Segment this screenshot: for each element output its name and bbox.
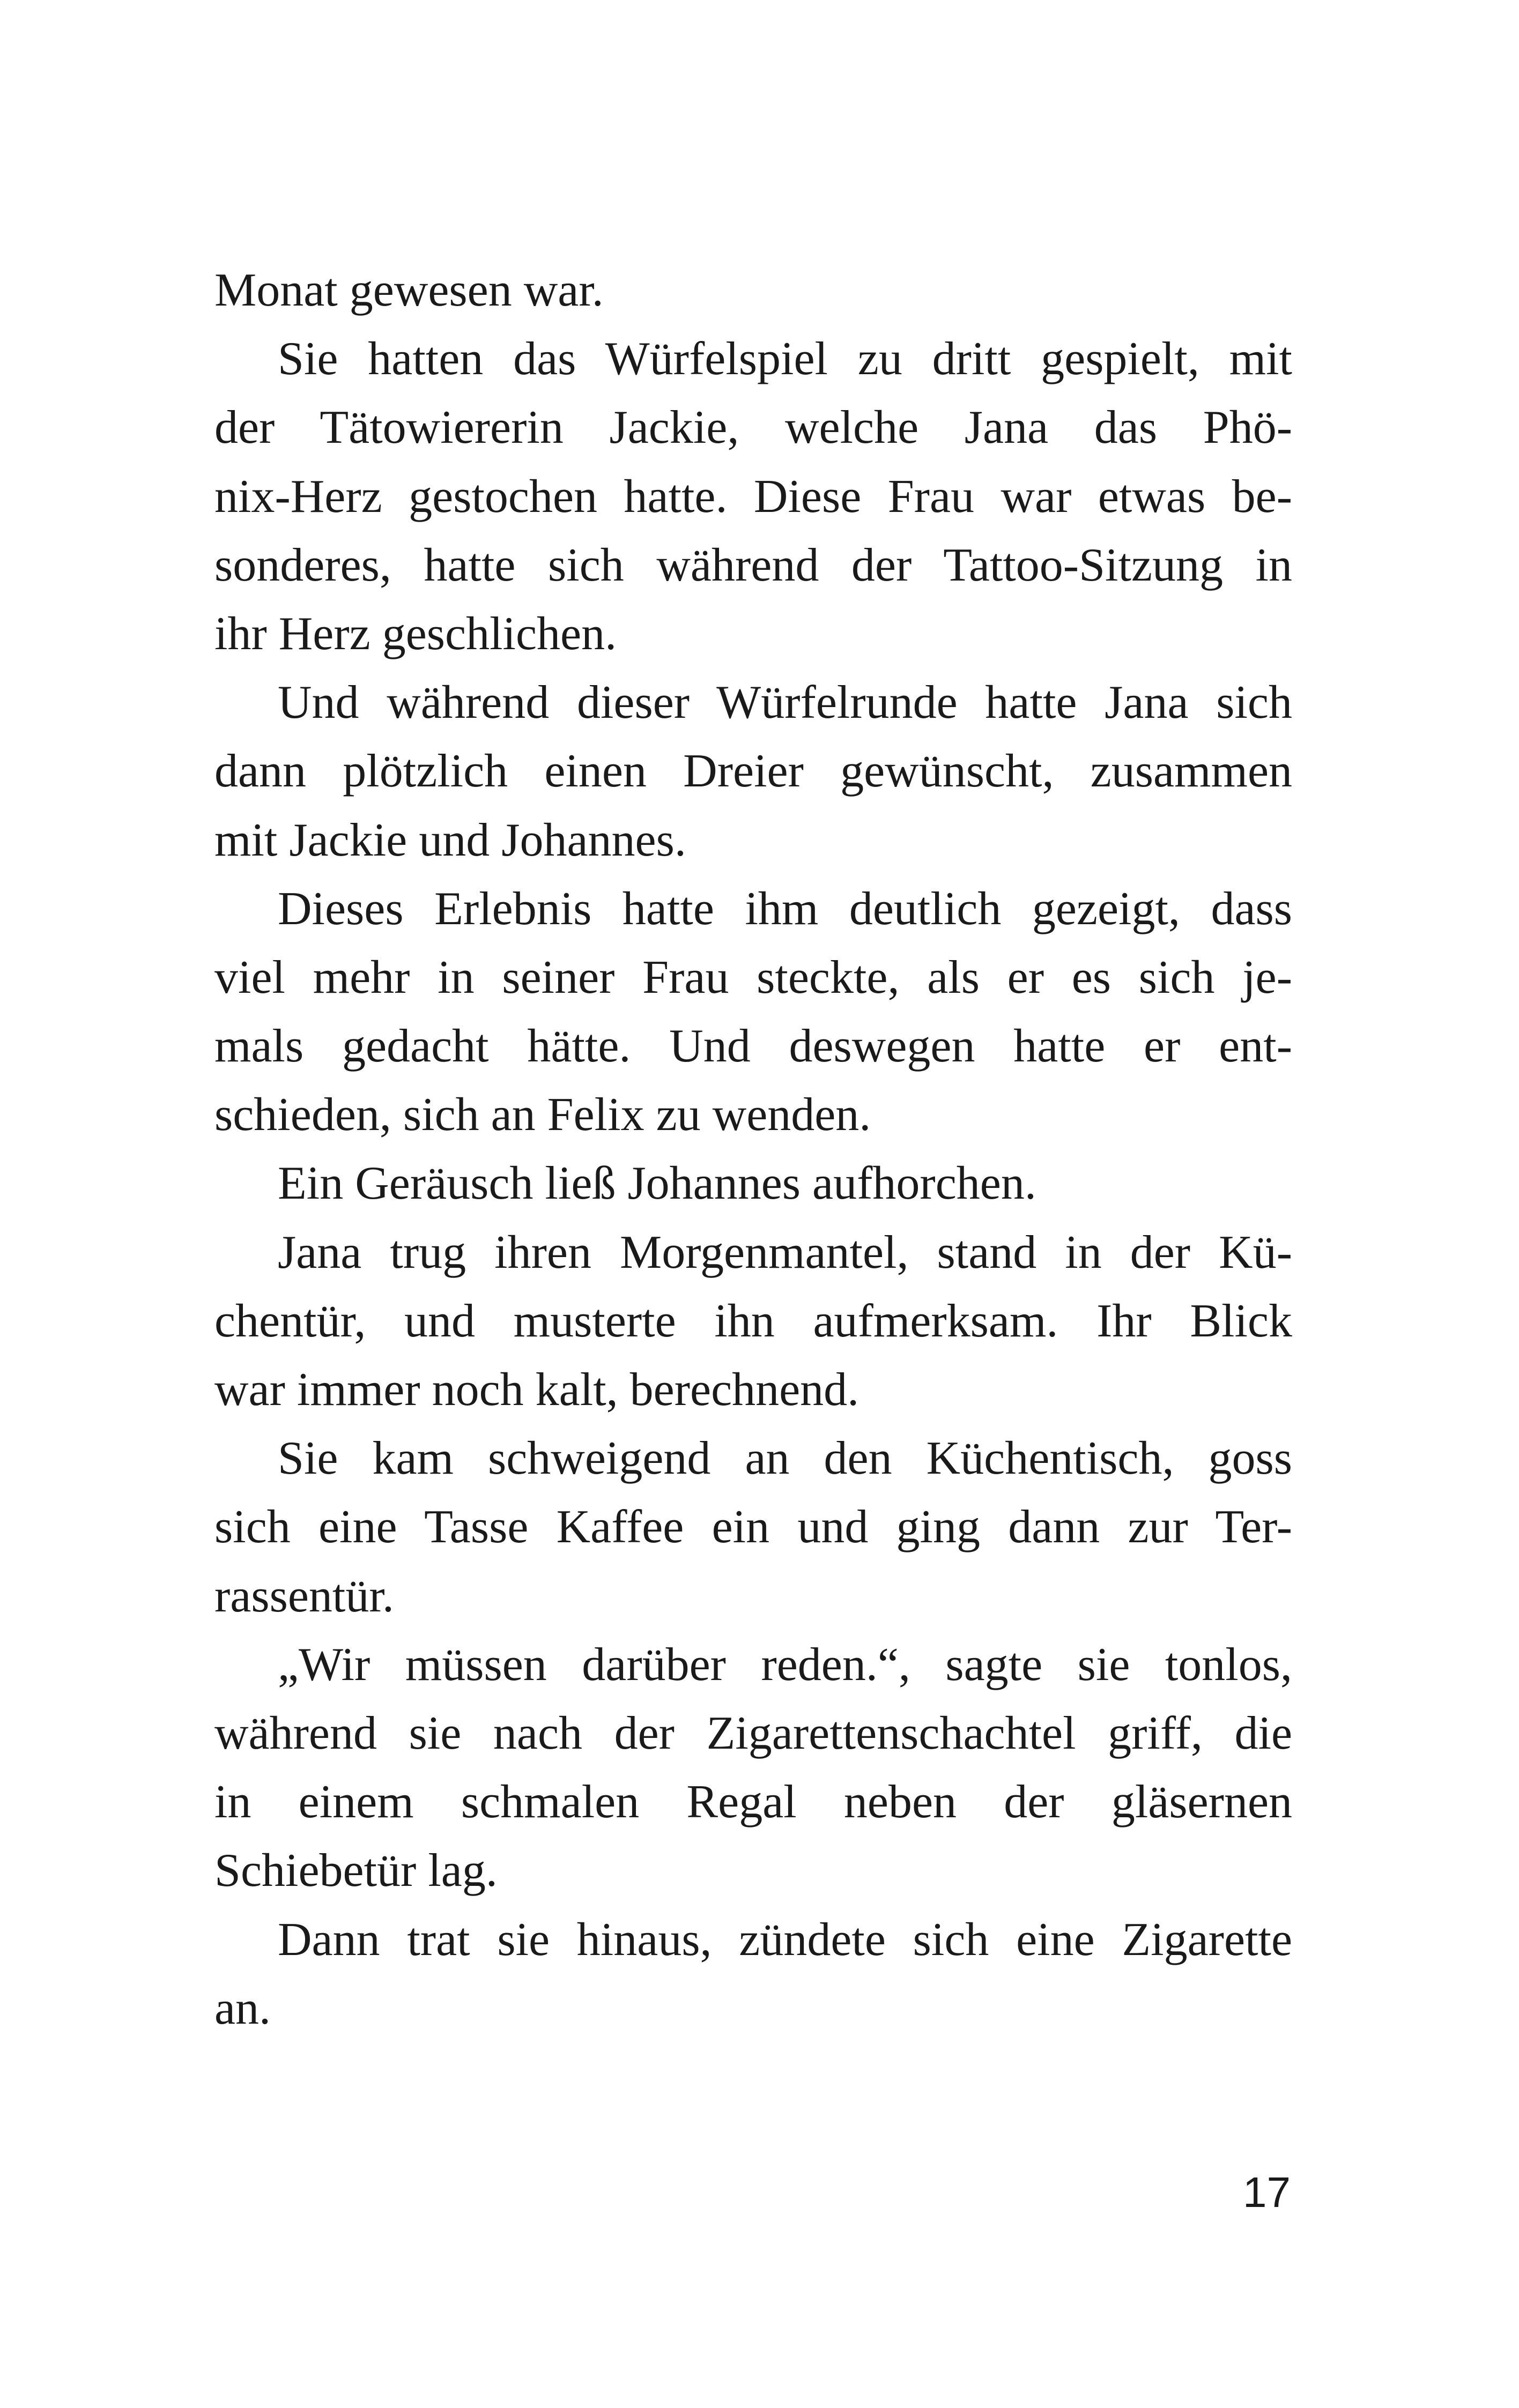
text-line: Sie hatten das Würfelspiel zu dritt gespielt, mit <box>278 333 1292 385</box>
text-line: Sie kam schweigend an den Küchentisch, goss <box>278 1432 1292 1485</box>
text-line: Monat gewesen war. <box>214 264 604 316</box>
text-line: ihr Herz geschlichen. <box>214 607 617 660</box>
text-line: dann plötzlich einen Dreier gewünscht, zusammen <box>214 745 1292 798</box>
text-line: war immer noch kalt, berechnend. <box>214 1364 859 1416</box>
paragraph <box>214 875 1292 1150</box>
text-line: mit Jackie und Johannes. <box>214 814 686 866</box>
text-line: mals gedacht hätte. Und deswegen hatte er ent- <box>214 1020 1292 1073</box>
text-line: chentür, und musterte ihn aufmerksam. Ihr Blick <box>214 1295 1292 1347</box>
text-line: Jana trug ihren Morgenmantel, stand in der Kü- <box>278 1226 1292 1279</box>
text-line: der Tätowiererin Jackie, welche Jana das Phö- <box>214 402 1292 454</box>
text-line: rassentür. <box>214 1570 394 1622</box>
paragraph <box>214 1424 1292 1631</box>
paragraph <box>214 1631 1292 1906</box>
body-text <box>214 256 1292 2043</box>
text-line: „Wir müssen darüber reden.“, sagte sie tonlos, <box>278 1638 1292 1691</box>
text-line: an. <box>214 1982 271 2034</box>
paragraph <box>214 1906 1292 2043</box>
paragraph <box>214 325 1292 668</box>
paragraph <box>214 1149 1292 1218</box>
text-line: schieden, sich an Felix zu wenden. <box>214 1089 871 1141</box>
text-line: Ein Geräusch ließ Johannes aufhorchen. <box>278 1157 1036 1210</box>
paragraph <box>214 668 1292 875</box>
page-number: 17 <box>1243 2168 1291 2216</box>
text-line: Dieses Erlebnis hatte ihm deutlich gezeigt, dass <box>278 882 1292 935</box>
text-line: während sie nach der Zigarettenschachtel griff, die <box>214 1707 1292 1759</box>
text-line: Schiebetür lag. <box>214 1845 498 1897</box>
text-line: nix-Herz gestochen hatte. Diese Frau war etwas be- <box>214 470 1292 523</box>
paragraph <box>214 256 1292 325</box>
text-line: Und während dieser Würfelrunde hatte Jana sich <box>278 677 1292 729</box>
text-line: sich eine Tasse Kaffee ein und ging dann zur Ter- <box>214 1501 1292 1554</box>
text-line: in einem schmalen Regal neben der gläsernen <box>214 1776 1292 1829</box>
text-line: sonderes, hatte sich während der Tattoo-Sitzung in <box>214 539 1292 591</box>
text-line: Dann trat sie hinaus, zündete sich eine Zigarette <box>278 1913 1292 1966</box>
paragraph <box>214 1218 1292 1425</box>
text-line: viel mehr in seiner Frau steckte, als er es sich je- <box>214 951 1292 1004</box>
